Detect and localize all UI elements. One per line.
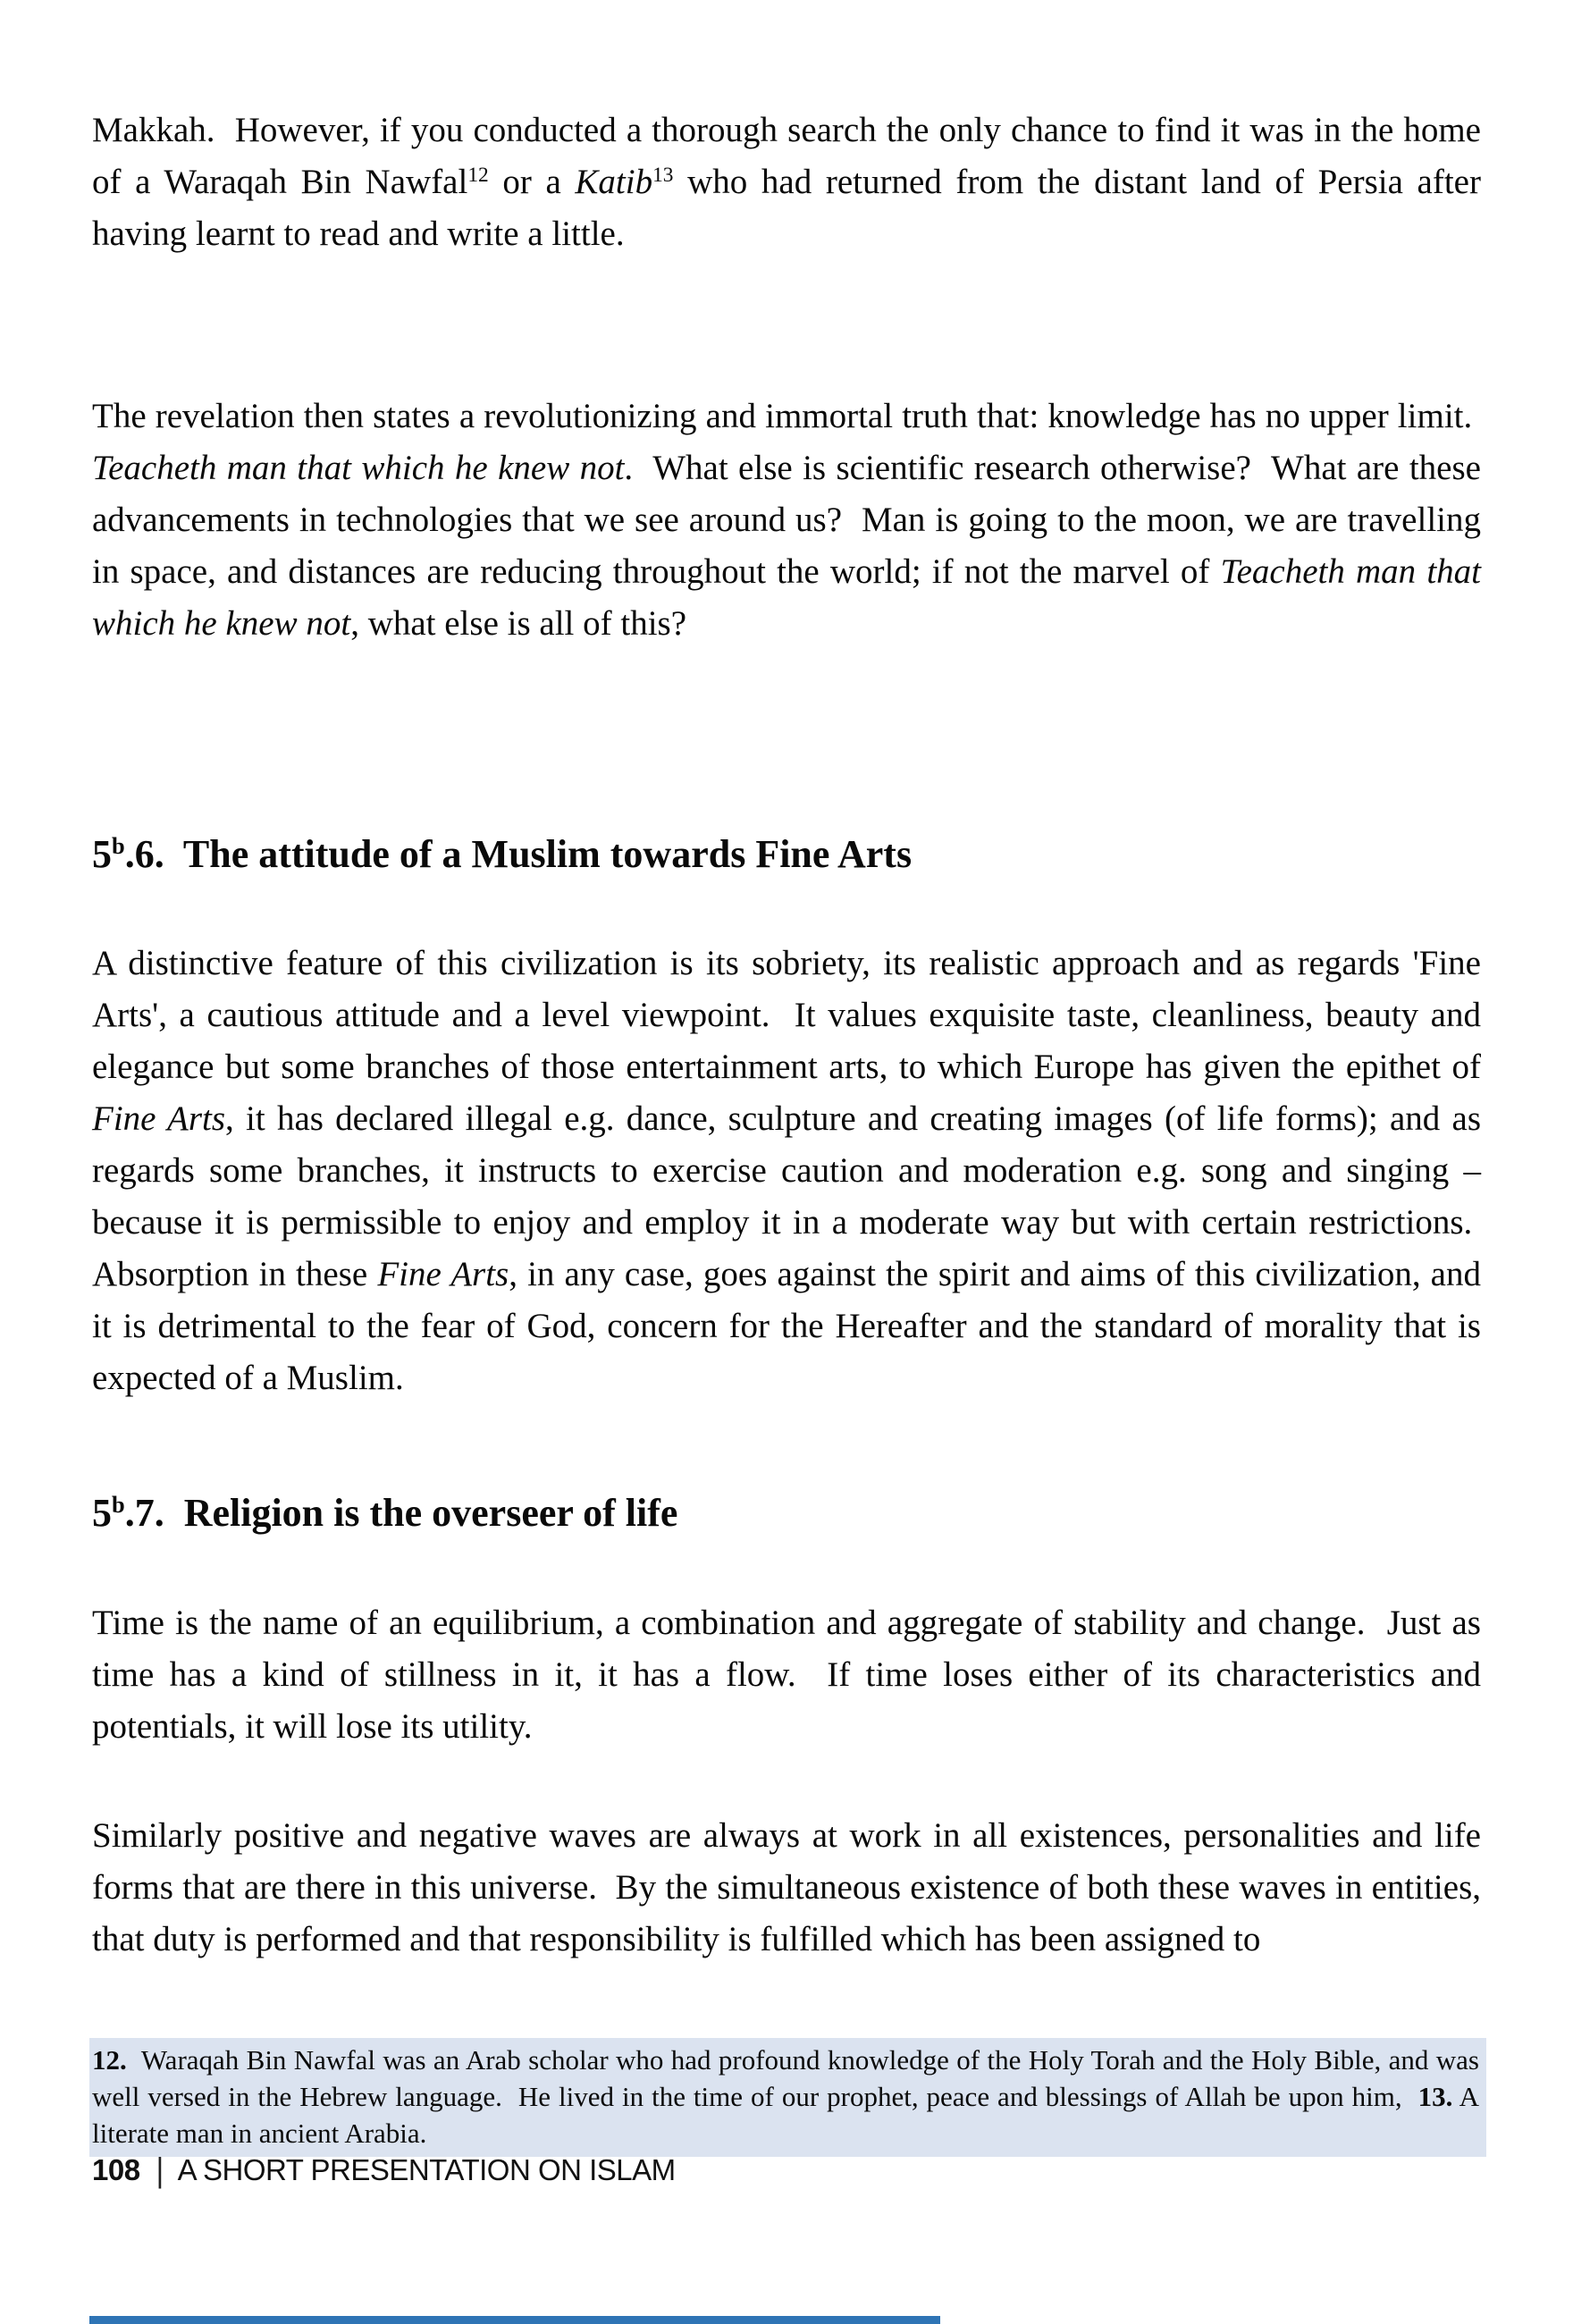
page-footer (92, 2151, 1481, 2190)
paragraph-revelation: The revelation then states a revolutionizing and immortal truth that: knowledge has no upper limit. Teacheth man that which he knew not. What else is scientific research otherwise? What are these advancements in technologies that we see around us? Man is going to the moon, we are travelling in space, and distances are reducing throughout the world; if not the marvel of Teacheth man that which he knew not, what else is all of this? (92, 397, 1481, 643)
paragraph-positive-negative-waves: Similarly positive and negative waves are always at work in all existences, personalities and life forms that are there in this universe. By the simultaneous existence of both these waves in entities, that duty is performed and that responsibility is fulfilled which has been assigned to (92, 1816, 1481, 1958)
page-number: 108 (92, 2153, 140, 2186)
book-title: A SHORT PRESENTATION ON ISLAM (177, 2153, 676, 2186)
paragraph-makkah: Makkah. However, if you conducted a thorough search the only chance to find it was in the home of a Waraqah Bin Nawfal$^{12}$ or a Katib$^{13}$ who had returned from the distant land of Persia after having learnt to read and write a little. (92, 111, 1481, 253)
footer-separator: | (156, 2151, 164, 2189)
paragraph-time-equilibrium: Time is the name of an equilibrium, a combination and aggregate of stability and change. Just as time has a kind of stillness in it, it has a flow. If time loses either of its characteristics and potentials, it will lose its utility. (92, 1604, 1481, 1746)
footnotes-block: 12. Waraqah Bin Nawfal was an Arab scholar who had profound knowledge of the Holy Torah and the Holy Bible, and was well versed in the Hebrew language. He lived in the time of our prophet, peace and blessings of Allah be upon him, 13. A literate man in ancient Arabia. (89, 2038, 1486, 2157)
paragraph-fine-arts: A distinctive feature of this civilization is its sobriety, its realistic approach and as regards 'Fine Arts', a cautious attitude and a level viewpoint. It values exquisite taste, cleanliness, beauty and elegance but some branches of those entertainment arts, to which Europe has given the epithet of Fine Arts, it has declared illegal e.g. dance, sculpture and creating images (of life forms); and as regards some branches, it instructs to exercise caution and moderation e.g. song and singing – because it is permissible to enjoy and employ it in a moderate way but with certain restrictions. Absorption in these Fine Arts, in any case, goes against the spirit and aims of this civilization, and it is detrimental to the fear of God, concern for the Hereafter and the standard of morality that is expected of a Muslim. (92, 944, 1482, 1397)
section-heading-religion-overseer: 5$^b$.7. Religion is the overseer of life (92, 1490, 678, 1535)
next-page-header-bar (89, 2316, 940, 2324)
section-heading-fine-arts: 5$^b$.6. The attitude of a Muslim towards Fine Arts (92, 831, 913, 876)
